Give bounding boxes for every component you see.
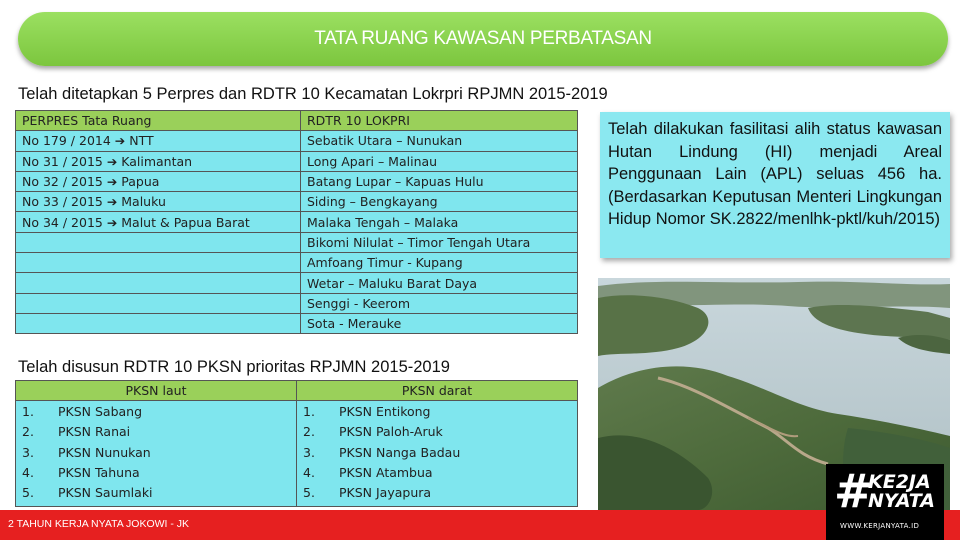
list-item (22, 444, 290, 464)
list-number: 1. (303, 404, 315, 420)
list-text: PKSN Ranai (58, 424, 131, 440)
page-title: TATA RUANG KAWASAN PERBATASAN (314, 28, 652, 49)
table-row (16, 151, 578, 171)
list-text: PKSN Saumlaki (58, 485, 153, 501)
list-item (22, 403, 290, 423)
lokpri-cell: Siding – Bengkayang (301, 192, 578, 212)
list-item (22, 464, 290, 484)
list-number: 1. (22, 404, 34, 420)
pksn-laut-cell (16, 401, 297, 507)
list-number: 4. (22, 464, 34, 480)
list-item (22, 423, 290, 443)
list-item (303, 403, 571, 423)
logo-url: WWW.KERJANYATA.ID (840, 522, 920, 530)
column-header-rdtr: RDTR 10 LOKPRI (301, 111, 578, 131)
table-row (16, 253, 578, 273)
list-number: 2. (303, 424, 315, 440)
info-box: Telah dilakukan fasilitasi alih status kawasan Hutan Lindung (HI) menjadi Areal Penggunaan Lain (APL) seluas 456 ha. (Berdasarkan Keputusan Menteri Lingkungan Hidup Nomor SK.2822/menlhk-pktl/kuh/2015) (600, 112, 950, 258)
logo-line1: KE2JA (868, 471, 931, 493)
list-text: PKSN Nanga Badau (339, 444, 461, 460)
list-text: PKSN Tahuna (58, 464, 140, 480)
list-text: PKSN Entikong (339, 404, 431, 420)
list-text: PKSN Atambua (339, 464, 433, 480)
list-item (303, 444, 571, 464)
table-row (16, 131, 578, 151)
lokpri-cell: Sebatik Utara – Nunukan (301, 131, 578, 151)
lokpri-cell: Sota - Merauke (301, 313, 578, 333)
perpres-table (15, 110, 578, 334)
footer-bar (0, 510, 960, 540)
perpres-cell (16, 232, 301, 252)
section2-heading: Telah disusun RDTR 10 PKSN prioritas RPJMN 2015-2019 (18, 358, 450, 376)
perpres-cell: No 33 / 2015 ➔ Maluku (16, 192, 301, 212)
perpres-cell (16, 293, 301, 313)
table-row (16, 212, 578, 232)
kerja-nyata-logo (826, 464, 944, 540)
perpres-cell: No 34 / 2015 ➔ Malut & Papua Barat (16, 212, 301, 232)
list-number: 3. (22, 444, 34, 460)
list-text: PKSN Sabang (58, 404, 143, 420)
pksn-darat-cell (297, 401, 578, 507)
list-item (22, 484, 290, 504)
column-header-perpres: PERPRES Tata Ruang (16, 111, 301, 131)
pksn-table (15, 380, 578, 507)
list-item (303, 423, 571, 443)
list-text: PKSN Paloh-Aruk (339, 424, 443, 440)
list-item (303, 464, 571, 484)
lokpri-cell: Bikomi Nilulat – Timor Tengah Utara (301, 232, 578, 252)
pksn-darat-list (303, 403, 571, 504)
list-number: 2. (22, 424, 34, 440)
list-number: 5. (22, 485, 34, 501)
list-number: 4. (303, 464, 315, 480)
lokpri-cell: Long Apari – Malinau (301, 151, 578, 171)
title-banner (18, 12, 948, 66)
perpres-cell: No 31 / 2015 ➔ Kalimantan (16, 151, 301, 171)
table-header-row (16, 111, 578, 131)
table-row (16, 293, 578, 313)
list-text: PKSN Nunukan (58, 444, 151, 460)
table-header-row (16, 381, 578, 401)
logo-hash: # (834, 464, 873, 518)
perpres-cell: No 32 / 2015 ➔ Papua (16, 171, 301, 191)
lokpri-cell: Batang Lupar – Kapuas Hulu (301, 171, 578, 191)
list-item (303, 484, 571, 504)
column-header-laut: PKSN laut (16, 381, 297, 401)
table-row (16, 401, 578, 507)
list-number: 5. (303, 485, 315, 501)
table-row (16, 313, 578, 333)
table-row (16, 273, 578, 293)
lokpri-cell: Malaka Tengah – Malaka (301, 212, 578, 232)
lokpri-cell: Senggi - Keerom (301, 293, 578, 313)
footer-text: 2 TAHUN KERJA NYATA JOKOWI - JK (8, 518, 190, 530)
logo-line2: NYATA (868, 490, 935, 512)
table-row (16, 232, 578, 252)
perpres-cell: No 179 / 2014 ➔ NTT (16, 131, 301, 151)
list-text: PKSN Jayapura (339, 485, 432, 501)
pksn-laut-list (22, 403, 290, 504)
table-row (16, 171, 578, 191)
perpres-cell (16, 273, 301, 293)
table-row (16, 192, 578, 212)
perpres-cell (16, 313, 301, 333)
perpres-cell (16, 253, 301, 273)
section1-heading: Telah ditetapkan 5 Perpres dan RDTR 10 Kecamatan Lokrpri RPJMN 2015-2019 (18, 85, 608, 103)
column-header-darat: PKSN darat (297, 381, 578, 401)
lokpri-cell: Amfoang Timur - Kupang (301, 253, 578, 273)
lokpri-cell: Wetar – Maluku Barat Daya (301, 273, 578, 293)
list-number: 3. (303, 444, 315, 460)
